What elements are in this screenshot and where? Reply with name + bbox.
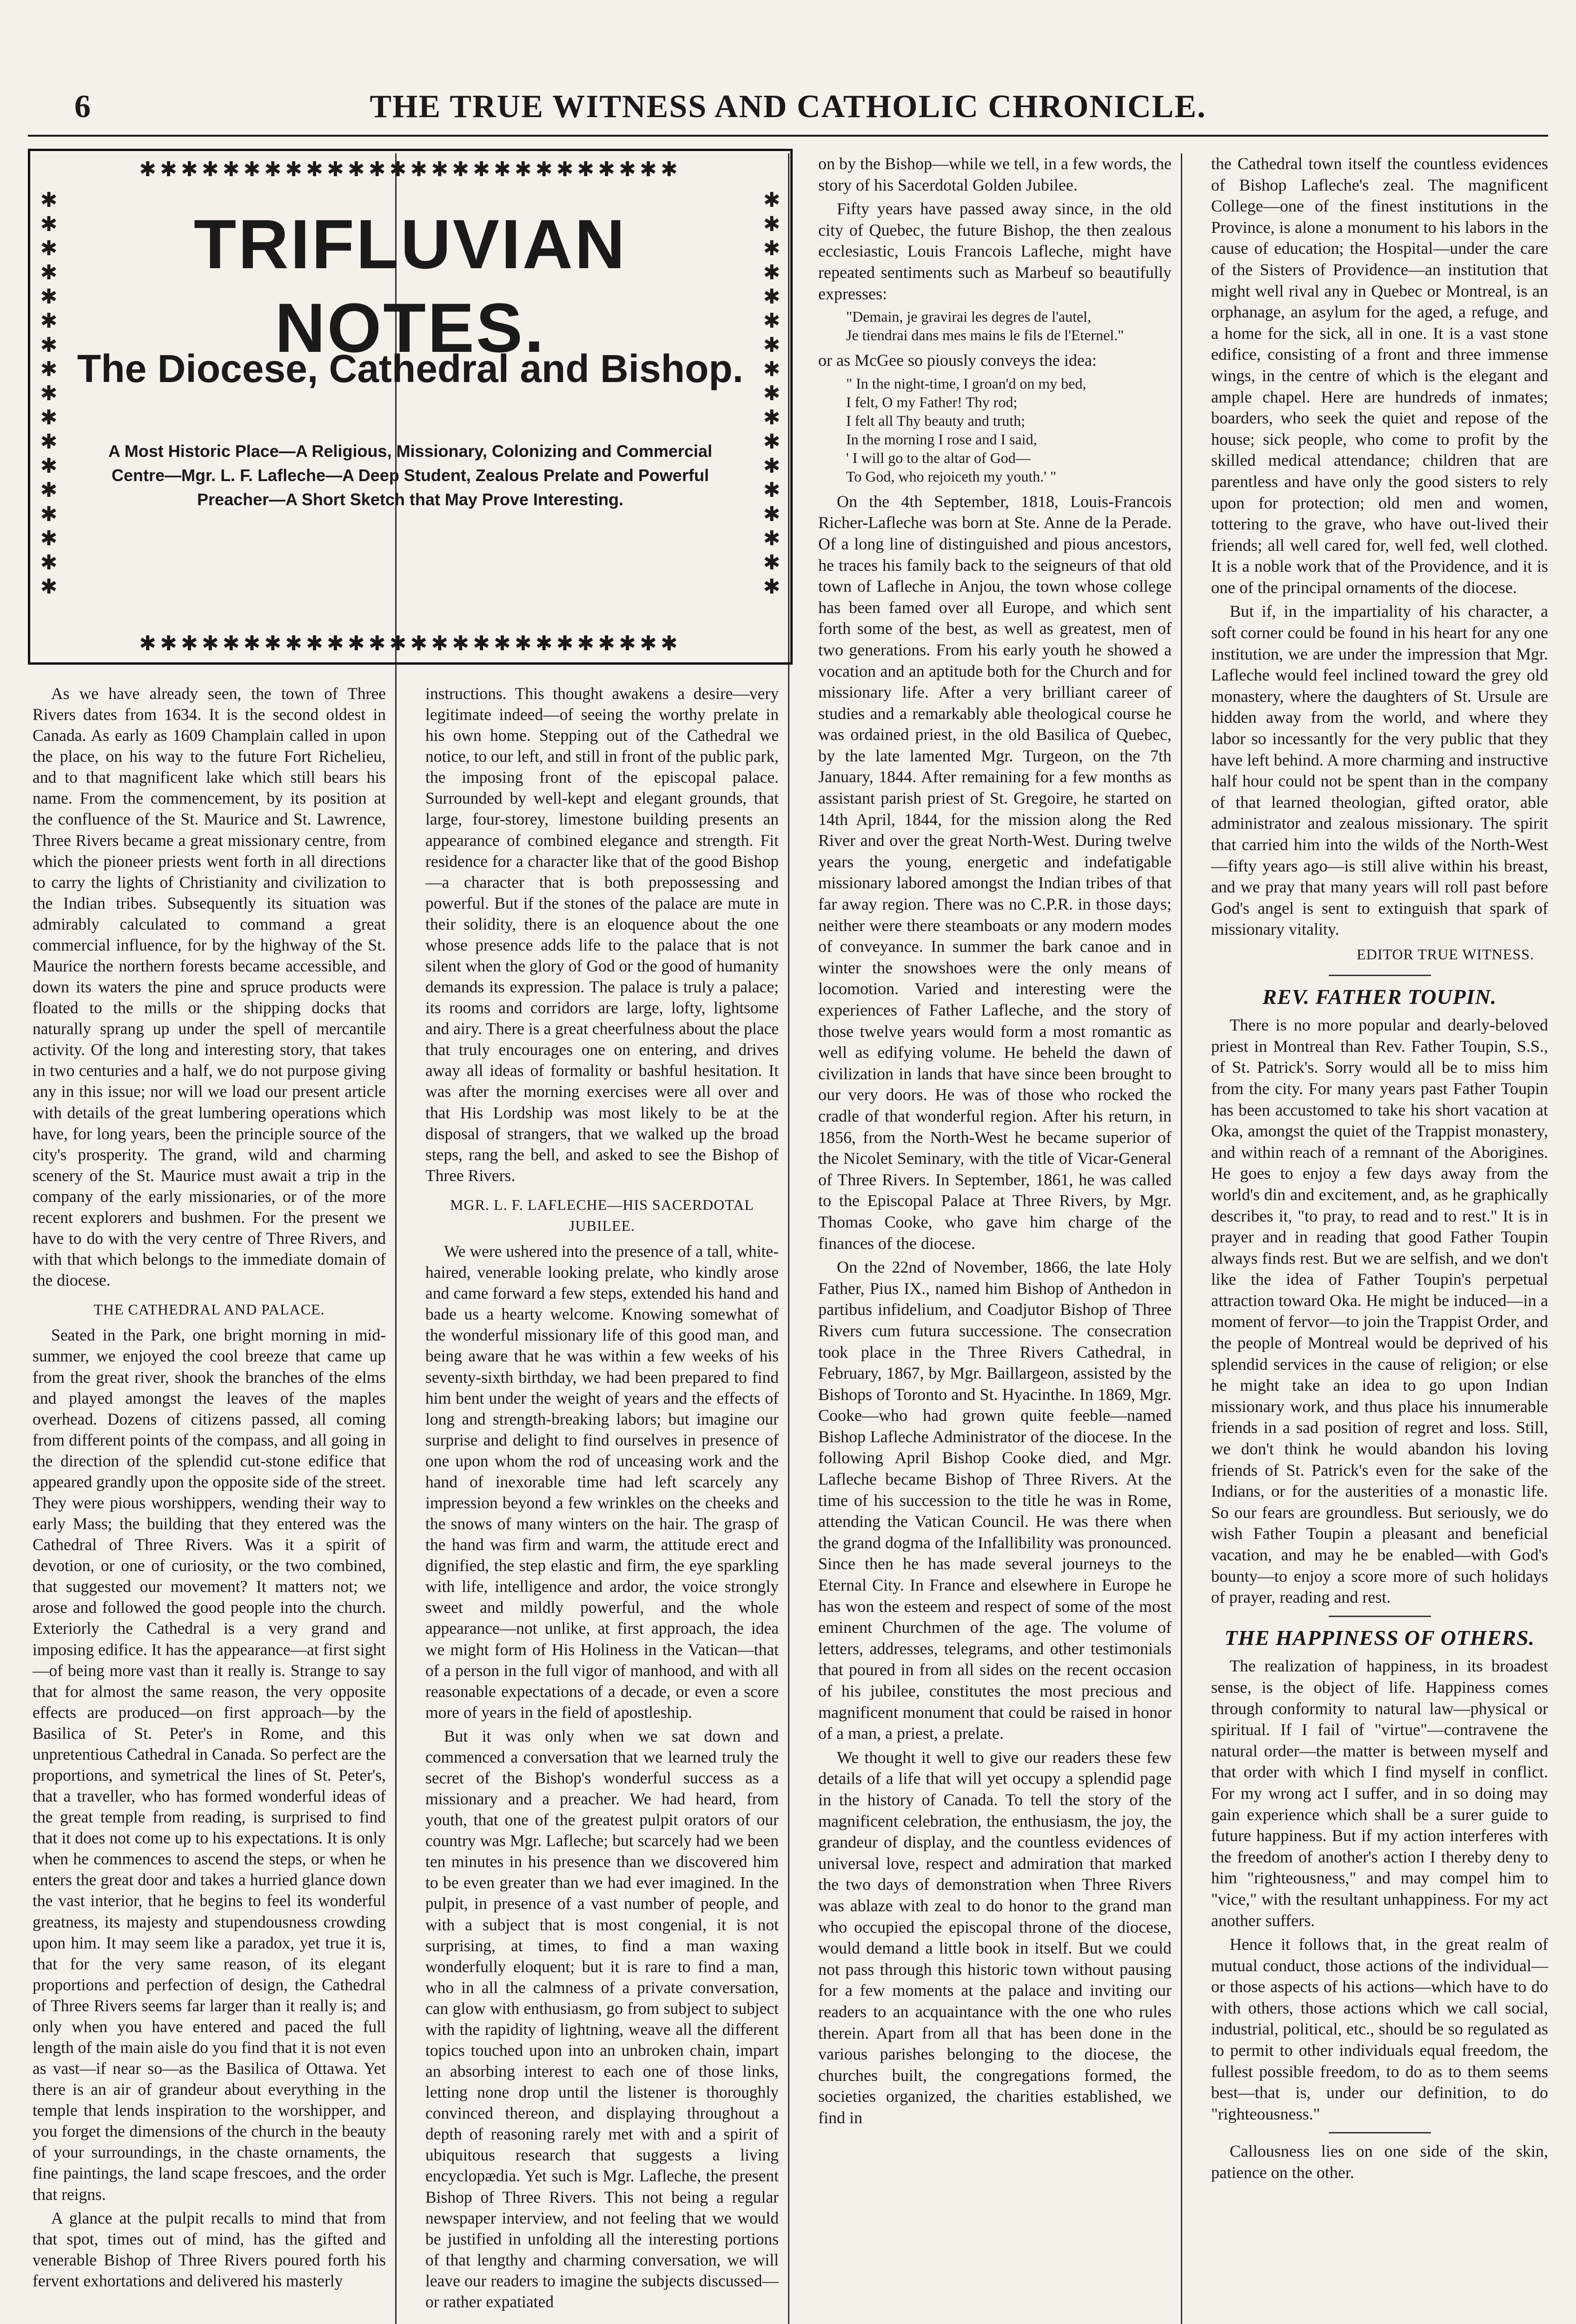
paragraph: But if, in the impartiality of his character, a soft corner could be found in his heart for any one institution, we are under the impression that Mgr. Lafleche would feel inclined toward the grey old monastery, where the daughters of St. Ursule are hidden away from the world, and where they labor so incessantly for the very public that they have left behind. A more charming and instructive half hour could not be spent than in the company of that learned theologian, gifted orator, able administrator and zealous missionary. The spirit that carried him into the wilds of the North-West—fifty years ago—is still alive within his breast, and we pray that many years will roll past before God's angel is sent to extinguish that spark of missionary vitality. bbox=[1211, 602, 1548, 939]
paragraph: As we have already seen, the town of Three Rivers dates from 1634. It is the second oldest in Canada. As early as 1609 Champlain called in upon the place, on his way to the future Fort Richelieu, and to that magnificent lake which still bears his name. From the commencement, by its position at the confluence of the St. Maurice and St. Lawrence, Three Rivers became a great missionary centre, from which the pioneer priests went forth in all directions to carry the lights of Christianity and civilization to the Indian tribes. Subsequently its situation was admirably calculated to command a great commercial influence, for by the highway of the St. Maurice the northern forests became accessible, and down its waters the pine and spruce products were floated to the mills or the shipping docks that naturally sprang up under the spell of mercantile activity. Of the long and interesting story, that takes in two centuries and a half, we do not purpose giving any in this issue; nor will we load our present article with details of the great lumbering operations which have, for long years, been the principle source of the city's prosperity. The grand, wild and charming scenery of the St. Maurice must await a trip in the company of the early missionaries, or of the more recent explorers and bushmen. For the present we have to do with the very centre of Three Rivers, and with that which belongs to the immediate domain of the diocese. bbox=[33, 684, 386, 1290]
masthead-rule bbox=[28, 135, 1548, 137]
section-heading: MGR. L. F. LAFLECHE—HIS SACERDOTAL JUBILEE. bbox=[450, 1196, 754, 1234]
star-border-top: ✱✱✱✱✱✱✱✱✱✱✱✱✱✱✱✱✱✱✱✱✱✱✱✱✱✱ bbox=[139, 158, 682, 181]
article2-title: REV. FATHER TOUPIN. bbox=[1262, 984, 1497, 1009]
paragraph: We were ushered into the presence of a tall, white-haired, venerable looking prelate, who kindly arose and came forward a few steps, extended his hand and bade us a hearty welcome. Knowing somewhat of the wonderful missionary life of this good man, and being aware that he was within a few weeks of his seventy-sixth birthday, we had been prepared to find him bent under the weight of years and the effects of long and strength-breaking labors; but imagine our surprise and delight to find ourselves in presence of one upon whom the rod of unceasing work and the hand of inexorable time had left scarcely any impression beyond a few wrinkles on the cheeks and the snows of many winters on the hair. The grasp of the hand was firm and warm, the attitude erect and dignified, the step elastic and firm, the eye sparkling with life, intelligence and ardor, the voice strongly sweet and mildly powerful, and the whole appearance—not unlike, at first approach, the idea we might form of His Holiness in the Vatican—that of a person in the full vigor of manhood, and with all reasonable expectations of a decade, or even a score more of years in the field of apostleship. bbox=[425, 1242, 779, 1722]
paragraph: There is no more popular and dearly-beloved priest in Montreal than Rev. Father Toupin, S.S., of St. Patrick's. Sorry would all be to miss him from the city. For many years past Father Toupin has been accustomed to take his short vacation at Oka, amongst the quiet of the Trappist monastery, and within reach of a remnant of the Aborigines. He goes to enjoy a few days away from the world's din and excitement, and, as he graphically describes it, "to pray, to read and to rest." It is in prayer and in reading that good Father Toupin always finds rest. But we are selfish, and we don't like the idea of Father Toupin's perpetual attraction toward Oka. He might be induced—in a moment of fervor—to join the Trappist Order, and the people of Montreal would be deprived of his splendid services in the cause of religion; or else he might take an idea to go upon Indian missionary work, and thus place his innumerable friends in a sad position of regret and loss. Still, we don't think he would abandon his loving friends of St. Patrick's even for the sake of the Indians, or for the austerities of a monastic life. So our fears are groundless. But seriously, we do wish Father Toupin a pleasant and beneficial vacation, and may he be enabled—with God's bounty—to enjoy a score more of such holidays of prayer, reading and rest. bbox=[1211, 1016, 1548, 1607]
verse-line: I felt, O my Father! Thy rod; bbox=[846, 393, 1018, 410]
newspaper-title: THE TRUE WITNESS AND CATHOLIC CHRONICLE. bbox=[370, 89, 1206, 125]
verse-line: "Demain, je gravirai les degres de l'autel, bbox=[846, 308, 1092, 325]
article-title: TRIFLUVIAN NOTES. bbox=[193, 205, 627, 367]
paragraph: the Cathedral town itself the countless evidences of Bishop Lafleche's zeal. The magnificent College—one of the finest institutions in the Province, is alone a monument to his labors in the cause of education; the Hospital—under the care of the Sisters of Providence—an institution that might well rival any in Quebec or Montreal, is an orphanage, an asylum for the aged, a refuge, and a home for the sick, all in one. It is a vast stone edifice, consisting of a front and three immense wings, in the centre of which is the elegant and ample chapel. Here are hundreds of inmates; boarders, who seek the quiet and repose of the house; sick people, who come to profit by the skilled medical attendance; children that are parentless and have only the good sisters to rely upon for protection; old men and women, tottering to the grave, who have out-lived their friends; all well cared for, well fed, well clothed. It is a noble work that of the Providence, and it is one of the principal ornaments of the diocese. bbox=[1211, 154, 1548, 597]
divider bbox=[1329, 2132, 1431, 2133]
masthead bbox=[0, 88, 1576, 130]
article-subtitle: The Diocese, Cathedral and Bishop. bbox=[77, 347, 743, 390]
verse-line: Je tiendrai dans mes mains le fils de l'Eternel." bbox=[846, 327, 1124, 344]
headline-box-area bbox=[28, 149, 793, 679]
verse-line: In the morning I rose and I said, bbox=[846, 430, 1037, 448]
headline-box bbox=[28, 149, 793, 665]
star-border-right: ✱✱✱✱✱✱✱✱✱✱✱✱✱✱✱✱✱ bbox=[763, 189, 781, 598]
verse-french bbox=[846, 307, 1172, 344]
page-number: 6 bbox=[74, 89, 91, 125]
verse-line: To God, who rejoiceth my youth.' " bbox=[846, 468, 1057, 485]
column-4 bbox=[1211, 153, 1548, 2186]
star-border-bottom: ✱✱✱✱✱✱✱✱✱✱✱✱✱✱✱✱✱✱✱✱✱✱✱✱✱✱ bbox=[139, 632, 682, 655]
article3-title: THE HAPPINESS OF OTHERS. bbox=[1224, 1625, 1535, 1650]
article-summary: A Most Historic Place—A Religious, Missionary, Colonizing and Commercial Centre—Mgr. L. F. Lafleche—A Deep Student, Zealous Prelate and Powerful Preacher—A Short Sketch that May Prove Interesting. bbox=[108, 442, 712, 509]
signature: EDITOR TRUE WITNESS. bbox=[1357, 945, 1534, 963]
paragraph: instructions. This thought awakens a desire—very legitimate indeed—of seeing the worthy prelate in his own home. Stepping out of the Cathedral we notice, to our left, and still in front of the public park, the imposing front of the episcopal palace. Surrounded by well-kept and elegant grounds, that large, four-storey, limestone building presents an appearance of combined elegance and strength. Fit residence for a character like that of the good Bishop—a character that is both prepossessing and powerful. But if the stones of the palace are mute in their solidity, there is an eloquence about the one whose presence adds life to the palace that is not silent when the glory of God or the good of humanity demands its expression. The palace is truly a palace; its rooms and corridors are large, lofty, lightsome and airy. There is a great cheerfulness about the place that truly encourages one on entering, and drives away all ideas of formality or bashful hesitation. It was after the morning exercises were all over and that His Lordship was most likely to be at the disposal of strangers, that we walked up the broad steps, rang the bell, and asked to see the Bishop of Three Rivers. bbox=[425, 684, 779, 1185]
verse-line: I felt all Thy beauty and truth; bbox=[846, 412, 1026, 429]
column-1 bbox=[33, 683, 386, 2294]
divider bbox=[1329, 1616, 1431, 1617]
paragraph: We thought it well to give our readers these few details of a life that will yet occupy a splendid page in the history of Canada. To tell the story of the magnificent celebration, the enthusiasm, the joy, the grandeur of display, and the countless evidences of universal love, respect and admiration that marked the two days of demonstration when Three Rivers was ablaze with zeal to do honor to the grand man who occupied the episcopal throne of the diocese, would demand a little book in itself. But we could not pass through this historic town without pausing for a few moments at the palace and inviting our readers to an acquaintance with the one who rules therein. Apart from all that has been done in the various parishes belonging to the diocese, the churches built, the congregations formed, the societies organized, the charities established, we find in bbox=[818, 1748, 1172, 2127]
divider bbox=[1329, 975, 1431, 976]
verse-line: " In the night-time, I groan'd on my bed, bbox=[846, 375, 1086, 392]
paragraph: Callousness lies on one side of the skin, patience on the other. bbox=[1211, 2142, 1548, 2182]
paragraph: Fifty years have passed away since, in the old city of Quebec, the future Bishop, the then zealous ecclesiastic, Louis Francois Lafleche, might have repeated sentiments such as Marbeuf so beautifully expresses: bbox=[818, 199, 1172, 303]
section-heading: THE CATHEDRAL AND PALACE. bbox=[93, 1301, 325, 1318]
paragraph: or as McGee so piously conveys the idea: bbox=[818, 351, 1097, 370]
headline-box-wrapper bbox=[28, 149, 793, 688]
star-border-left: ✱✱✱✱✱✱✱✱✱✱✱✱✱✱✱✱✱ bbox=[40, 189, 58, 598]
paragraph: Seated in the Park, one bright morning in mid-summer, we enjoyed the cool breeze that came up from the great river, shook the branches of the elms and played amongst the leaves of the maples overhead. Dozens of citizens passed, all coming from different points of the compass, and all going in the direction of the splendid cut-stone edifice that appeared grandly upon the opposite side of the street. They were pious worshippers, wending their way to early Mass; the building that they entered was the Cathedral of Three Rivers. Was it a spirit of devotion, or one of curiosity, or the two combined, that suggested our movement? It matters not; we arose and followed the good people into the church. Exteriorly the Cathedral is a very grand and imposing edifice. It has the appearance—at first sight—of being more vast than it really is. Strange to say that for almost the same reason, the very opposite effects are produced—on first approach—by the Basilica of St. Peter's in Rome, and this unpretentious Cathedral in Canada. So perfect are the proportions, and symetrical the lines of St. Peter's, that a traveller, who has formed wonderful ideas of the great temple from reading, is surprised to find that it does not come up to his expectations. It is only when he commences to ascend the steps, or when he enters the great door and takes a hurried glance down the vast interior, that he begins to feel its wonderful greatness, its majesty and stupendousness crowding upon him. It may seem like a paradox, yet true it is, that for the very same reason, of its elegant proportions and perfection of design, the Cathedral of Three Rivers seems far larger than it really is; and only when you have entered and paced the full length of the main aisle do you find that it is not even as vast—if near so—as the Basilica of Ottawa. Yet there is an air of grandeur about everything in the temple that lends inspiration to the worshipper, and you forget the dimensions of the church in the beauty of your surroundings, in the chaste ornaments, the fine paintings, the land scape frescoes, and the order that reigns. bbox=[33, 1326, 386, 2204]
paragraph: A glance at the pulpit recalls to mind that from that spot, times out of mind, has the gifted and venerable Bishop of Three Rivers poured forth his fervent exhortations and delivered his masterly bbox=[33, 2208, 386, 2290]
paragraph: on by the Bishop—while we tell, in a few words, the story of his Sacerdotal Golden Jubilee. bbox=[818, 154, 1172, 194]
paragraph: On the 22nd of November, 1866, the late Holy Father, Pius IX., named him Bishop of Anthedon in partibus infidelium, and Coadjutor Bishop of Three Rivers cum futura successione. The consecration took place in the Three Rivers Cathedral, in February, 1867, by Mgr. Baillargeon, assisted by the Bishops of Toronto and St. Hyacinthe. In 1869, Mgr. Cooke—who had grown quite feeble—named Bishop Lafleche Administrator of the diocese. In the following April Bishop Cooke died, and Mgr. Lafleche became Bishop of Three Rivers. At the time of his succession to the title he was in Rome, attending the Vatican Council. He was there when the grand dogma of the Infallibility was pronounced. Since then he has made several journeys to the Eternal City. In France and elsewhere in Europe he has won the esteem and respect of some of the most eminent Churchmen of the age. The volume of letters, addresses, telegrams, and other testimonials that poured in from all sides on the recent occasion of his jubilee, constitutes the most precious and magnificent monument that could be raised in honor of a man, a priest, a prelate. bbox=[818, 1258, 1172, 1743]
verse-english bbox=[846, 374, 1172, 486]
column-rule bbox=[1181, 153, 1182, 2324]
column-2 bbox=[425, 683, 779, 2315]
column-3 bbox=[818, 153, 1172, 2131]
paragraph: But it was only when we sat down and commenced a conversation that we learned truly the secret of the Bishop's wonderful success as a missionary and a preacher. We had heard, from youth, that one of the greatest pulpit orators of our country was Mgr. Lafleche; but scarcely had we been ten minutes in his presence than we discovered him to be even greater than we had ever imagined. In the pulpit, in presence of a vast number of people, and with a subject that is most congenial, it is not surprising, at times, to find a man waxing wonderfully eloquent; but it is rare to find a man, who in all the calmness of a private conversation, can glow with enthusiasm, go from subject to subject with the rapidity of lightning, weave all the different topics touched upon into an unbroken chain, impart an absorbing interest to each one of those links, letting none drop until the listener is thoroughly convinced thereon, and displaying throughout a depth of reasoning rarely met with and a spirit of ubiquitous research that suggests a living encyclopædia. Yet such is Mgr. Lafleche, the present Bishop of Three Rivers. This not being a regular newspaper interview, and not feeling that we would be justified in unfolding all the interesting portions of that lengthy and charming conversation, we will leave our readers to imagine the subjects discussed—or rather expatiated bbox=[425, 1726, 779, 2311]
paragraph: On the 4th September, 1818, Louis-Francois Richer-Lafleche was born at Ste. Anne de la Perade. Of a long line of distinguished and pious ancestors, he traces his family back to the seigneurs of that old town of Lafleche in Anjou, the town whose college has been famed over all Europe, and which sent forth some of the best, as well as greatest, men of two generations. From his early youth he showed a vocation and an aptitude both for the Church and for missionary life. After a very brilliant career of studies and a remarkably able theological course he was ordained priest, in the old Basilica of Quebec, by the late lamented Mgr. Turgeon, on the 7th January, 1844. After remaining for a few months as assistant parish priest of St. Gregoire, he started on 14th April, 1844, for the mission along the Red River and over the great North-West. During twelve years the young, energetic and indefatigable missionary labored amongst the Indian tribes of that far away region. There was no C.P.R. in those days; neither were there steamboats or any modern modes of conveyance. In summer the bark canoe and in winter the snowshoes were the only means of locomotion. Varied and interesting were the experiences of Father Lafleche, and the story of those twelve years would form a most romantic as well as edifying volume. He beheld the dawn of civilization in lands that have since been brought to our very doors. He was of those who rocked the cradle of that wonderful region. After his return, in 1856, from the North-West he became superior of the Nicolet Seminary, with the title of Vicar-General of Three Rivers. In September, 1861, he was called to the Episcopal Palace at Three Rivers, by Mgr. Thomas Cooke, who gave him charge of the finances of the diocese. bbox=[818, 492, 1172, 1253]
paragraph: The realization of happiness, in its broadest sense, is the object of life. Happiness comes through conformity to natural law—physical or spiritual. If I fail of "virtue"—contravene the natural order—the matter is between myself and that order with which I find myself in conflict. For my wrong act I suffer, and in so doing may gain experience which shall be a surer guide to future happiness. But if my action interferes with the freedom of another's action I thereby deny to him "righteousness," and may compel him to "vice," with the resultant unhappiness. For my act another suffers. bbox=[1211, 1657, 1548, 1930]
paragraph: Hence it follows that, in the great realm of mutual conduct, those actions of the individual—or those aspects of his actions—which have to do with others, those actions which we call social, industrial, political, etc., should be so regulated as to permit to other individuals equal freedom, the fullest possible freedom, to do as to them seems best—that is, under our definition, to do "righteousness." bbox=[1211, 1935, 1548, 2123]
verse-line: ' I will go to the altar of God— bbox=[846, 449, 1031, 466]
